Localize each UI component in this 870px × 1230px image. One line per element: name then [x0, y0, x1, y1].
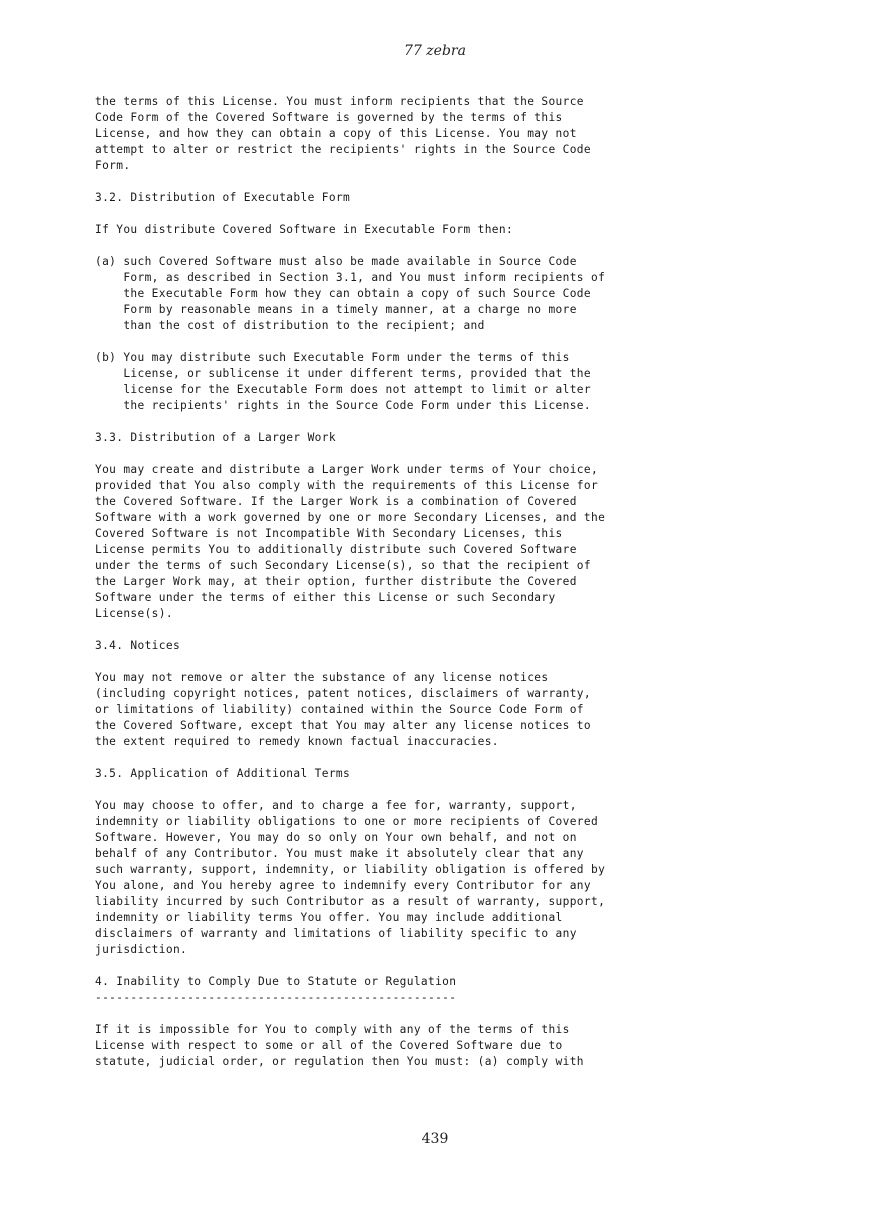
text-line: You alone, and You hereby agree to indemnify every Contributor for any — [95, 879, 591, 892]
blank-line — [95, 1006, 795, 1022]
text-line: the Executable Form how they can obtain a copy of such Source Code — [95, 287, 591, 300]
page-number: 439 — [421, 1131, 449, 1147]
text-line: disclaimers of warranty and limitations of liability specific to any — [95, 927, 577, 940]
text-line: You may create and distribute a Larger Work under terms of Your choice, — [95, 463, 599, 476]
blank-line — [95, 622, 795, 638]
license-text-block — [95, 94, 795, 1070]
text-line: under the terms of such Secondary License(s), so that the recipient of — [95, 559, 591, 572]
text-line: the recipients' rights in the Source Code Form under this License. — [95, 399, 591, 412]
text-line: the Larger Work may, at their option, further distribute the Covered — [95, 575, 577, 588]
text-line: Software with a work governed by one or more Secondary Licenses, and the — [95, 511, 606, 524]
text-line: attempt to alter or restrict the recipients' rights in the Source Code — [95, 143, 591, 156]
text-line: License with respect to some or all of the Covered Software due to — [95, 1039, 563, 1052]
text-line: If it is impossible for You to comply with any of the terms of this — [95, 1023, 570, 1036]
blank-line — [95, 654, 795, 670]
blank-line — [95, 238, 795, 254]
text-line: license for the Executable Form does not attempt to limit or alter — [95, 383, 591, 396]
text-line: 3.3. Distribution of a Larger Work — [95, 431, 336, 444]
text-line: (including copyright notices, patent notices, disclaimers of warranty, — [95, 687, 591, 700]
blank-line — [95, 206, 795, 222]
text-line: Form by reasonable means in a timely manner, at a charge no more — [95, 303, 577, 316]
running-header: 77 zebra — [404, 43, 466, 59]
text-line: 3.2. Distribution of Executable Form — [95, 191, 351, 204]
text-line: 3.5. Application of Additional Terms — [95, 767, 351, 780]
text-line: than the cost of distribution to the recipient; and — [95, 319, 485, 332]
text-line: the terms of this License. You must inform recipients that the Source — [95, 95, 584, 108]
text-line: --------------------------------------------------- — [95, 991, 457, 1004]
text-line: the Covered Software. If the Larger Work is a combination of Covered — [95, 495, 577, 508]
blank-line — [95, 782, 795, 798]
text-line: You may choose to offer, and to charge a fee for, warranty, support, — [95, 799, 577, 812]
text-line: 4. Inability to Comply Due to Statute or Regulation — [95, 975, 457, 988]
blank-line — [95, 174, 795, 190]
blank-line — [95, 334, 795, 350]
blank-line — [95, 446, 795, 462]
text-line: Software. However, You may do so only on Your own behalf, and not on — [95, 831, 577, 844]
text-line: If You distribute Covered Software in Executable Form then: — [95, 223, 514, 236]
text-line: Form, as described in Section 3.1, and You must inform recipients of — [95, 271, 606, 284]
text-line: behalf of any Contributor. You must make it absolutely clear that any — [95, 847, 584, 860]
text-line: such warranty, support, indemnity, or liability obligation is offered by — [95, 863, 606, 876]
text-line: (b) You may distribute such Executable Form under the terms of this — [95, 351, 570, 364]
text-line: Covered Software is not Incompatible With Secondary Licenses, this — [95, 527, 563, 540]
text-line: indemnity or liability terms You offer. You may include additional — [95, 911, 563, 924]
text-line: or limitations of liability) contained within the Source Code Form of — [95, 703, 584, 716]
text-line: (a) such Covered Software must also be made available in Source Code — [95, 255, 577, 268]
text-line: Form. — [95, 159, 131, 172]
blank-line — [95, 958, 795, 974]
blank-line — [95, 414, 795, 430]
text-line: 3.4. Notices — [95, 639, 181, 652]
text-line: License permits You to additionally distribute such Covered Software — [95, 543, 577, 556]
text-line: You may not remove or alter the substance of any license notices — [95, 671, 549, 684]
text-line: liability incurred by such Contributor as a result of warranty, support, — [95, 895, 606, 908]
text-line: the Covered Software, except that You may alter any license notices to — [95, 719, 591, 732]
text-line: indemnity or liability obligations to one or more recipients of Covered — [95, 815, 599, 828]
blank-line — [95, 750, 795, 766]
text-line: jurisdiction. — [95, 943, 188, 956]
text-line: the extent required to remedy known factual inaccuracies. — [95, 735, 499, 748]
text-line: provided that You also comply with the requirements of this License for — [95, 479, 599, 492]
text-line: Software under the terms of either this License or such Secondary — [95, 591, 556, 604]
text-line: Code Form of the Covered Software is governed by the terms of this — [95, 111, 563, 124]
text-line: statute, judicial order, or regulation then You must: (a) comply with — [95, 1055, 584, 1068]
text-line: License(s). — [95, 607, 173, 620]
text-line: License, or sublicense it under different terms, provided that the — [95, 367, 591, 380]
text-line: License, and how they can obtain a copy of this License. You may not — [95, 127, 577, 140]
